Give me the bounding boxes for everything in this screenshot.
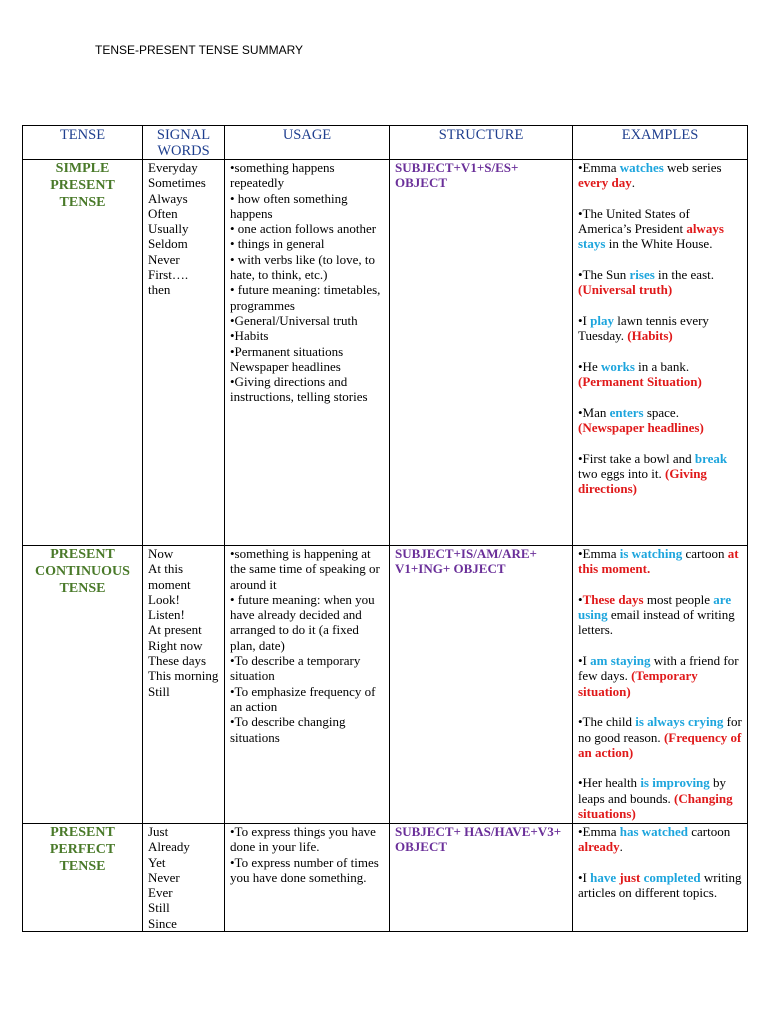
- highlight-verb: enters: [609, 404, 644, 420]
- usage-item: • future meaning: when you have already decided and arranged to do it (a fixed plan, date): [230, 591, 375, 653]
- highlight-signal: (Frequency of an action): [578, 729, 742, 760]
- signal-word: At present: [148, 622, 202, 638]
- signal-word: Now: [148, 546, 174, 561]
- example-sentence: [578, 451, 742, 497]
- highlight-verb: are using: [578, 591, 732, 623]
- signal-word: Still: [148, 900, 170, 916]
- highlight-signal: (Changing situations): [578, 790, 733, 822]
- usage-cell: [225, 824, 390, 932]
- example-text: •I: [578, 653, 591, 669]
- example-text: •Her health: [578, 775, 641, 791]
- example-text: •The United States of America’s President: [578, 205, 690, 237]
- signal-word: Never: [148, 251, 180, 267]
- highlight-signal: (Universal truth): [578, 282, 673, 298]
- example-text: email instead of writing letters.: [578, 607, 735, 638]
- usage-item: • things in general: [230, 236, 325, 252]
- highlight-verb: completed: [643, 869, 701, 885]
- tense-name: SIMPLE PRESENT TENSE: [23, 160, 143, 546]
- document-title: TENSE-PRESENT TENSE SUMMARY: [95, 43, 304, 57]
- structure-formula: SUBJECT+IS/AM/ARE+ V1+ING+ OBJECT: [390, 546, 573, 824]
- signal-words-cell: [143, 824, 225, 932]
- signal-words-cell: [143, 160, 225, 546]
- structure-formula: SUBJECT+ HAS/HAVE+V3+ OBJECT: [390, 824, 573, 932]
- highlight-signal: (Habits): [627, 328, 673, 344]
- highlight-verb: break: [694, 450, 728, 466]
- header-usage: USAGE: [225, 126, 390, 160]
- example-sentence: [578, 313, 742, 344]
- tense-summary-table: [22, 125, 748, 932]
- example-text: •Man: [578, 404, 610, 420]
- highlight-signal: These days: [582, 591, 644, 607]
- example-text: space.: [643, 404, 679, 420]
- header-structure: STRUCTURE: [390, 126, 573, 160]
- examples-cell: [573, 160, 748, 546]
- structure-formula: SUBJECT+V1+S/ES+ OBJECT: [390, 160, 573, 546]
- highlight-verb: watches: [619, 160, 664, 175]
- example-text: with a friend for few days.: [578, 653, 739, 684]
- signal-word: Right now: [148, 637, 203, 653]
- example-sentence: [578, 359, 742, 390]
- example-text: most people: [643, 591, 714, 607]
- signal-word: Since: [148, 915, 177, 931]
- signal-word: Listen!: [148, 607, 185, 623]
- example-sentence: [578, 653, 742, 699]
- header-row: [23, 126, 748, 160]
- highlight-signal: just: [619, 869, 641, 885]
- highlight-verb: is improving: [640, 775, 710, 791]
- example-text: •Emma: [578, 160, 620, 175]
- example-text: in the White House.: [605, 236, 713, 252]
- example-text: .: [619, 839, 623, 855]
- example-text: •The child: [578, 714, 636, 730]
- usage-item: • how often something happens: [230, 190, 348, 221]
- example-text: •Emma: [578, 546, 620, 561]
- tense-name: PRESENT CONTINUOUS TENSE: [23, 546, 143, 824]
- signal-word: This morning: [148, 668, 219, 684]
- examples-cell: [573, 824, 748, 932]
- usage-item: • with verbs like (to love, to hate, to think, etc.): [230, 251, 375, 283]
- example-sentence: [578, 714, 742, 760]
- example-sentence: [578, 160, 742, 191]
- example-sentence: [578, 206, 742, 252]
- usage-item: • one action follows another: [230, 221, 377, 237]
- example-sentence: [578, 775, 742, 821]
- usage-item: • future meaning: timetables, programmes: [230, 282, 381, 313]
- usage-item: •something is happening at the same time of speaking or around it: [230, 546, 380, 592]
- table-row: [23, 824, 748, 932]
- usage-cell: [225, 160, 390, 546]
- header-tense: TENSE: [23, 126, 143, 160]
- example-text: •I: [578, 869, 591, 885]
- usage-item: •To express number of times you have done something.: [230, 854, 379, 885]
- usage-item: •Permanent situations: [230, 343, 344, 359]
- example-text: •I: [578, 312, 591, 328]
- highlight-verb: play: [590, 312, 614, 328]
- highlight-signal: (Newspaper headlines): [578, 420, 704, 436]
- examples-cell: [573, 546, 748, 824]
- signal-word: Just: [148, 824, 169, 839]
- highlight-verb: stays: [578, 236, 606, 252]
- highlight-verb: am staying: [590, 653, 651, 669]
- signal-word: Still: [148, 683, 170, 699]
- example-sentence: [578, 546, 742, 577]
- signal-word: Yet: [148, 854, 166, 870]
- signal-word: These days: [148, 653, 207, 669]
- signal-word: Always: [148, 190, 188, 206]
- signal-word: At this moment: [148, 561, 191, 592]
- example-text: •The Sun: [578, 267, 630, 283]
- example-sentence: [578, 267, 742, 298]
- usage-item: •General/Universal truth: [230, 312, 358, 328]
- signal-word: Already: [148, 839, 190, 855]
- example-text: writing articles on different topics.: [578, 869, 742, 901]
- signal-word: Sometimes: [148, 175, 206, 191]
- usage-item: •Giving directions and instructions, telling stories: [230, 374, 368, 405]
- example-text: •: [578, 591, 583, 607]
- example-text: in the east.: [654, 267, 714, 283]
- example-text: two eggs into it.: [578, 465, 666, 481]
- highlight-signal: at this moment.: [578, 546, 739, 577]
- highlight-signal: always: [686, 221, 724, 237]
- signal-word: Often: [148, 205, 178, 221]
- highlight-verb: is always crying: [635, 714, 724, 730]
- example-text: •He: [578, 358, 601, 374]
- usage-item: •To emphasize frequency of an action: [230, 683, 376, 714]
- usage-cell: [225, 546, 390, 824]
- example-text: for no good reason.: [578, 714, 742, 745]
- highlight-verb: rises: [629, 267, 655, 283]
- example-text: cartoon: [688, 824, 731, 839]
- signal-word: then: [148, 282, 171, 298]
- signal-word: Never: [148, 869, 180, 885]
- usage-item: •To describe changing situations: [230, 714, 346, 745]
- example-text: in a bank.: [634, 358, 690, 374]
- signal-word: Ever: [148, 885, 173, 901]
- example-text: •Emma: [578, 824, 620, 839]
- usage-item: •To express things you have done in your life.: [230, 824, 376, 855]
- example-text: cartoon: [682, 546, 728, 561]
- tense-name: PRESENT PERFECT TENSE: [23, 824, 143, 932]
- highlight-signal: every day: [578, 175, 632, 191]
- example-text: .: [631, 175, 636, 191]
- signal-words-cell: [143, 546, 225, 824]
- example-text: lawn tennis every Tuesday.: [578, 312, 709, 344]
- signal-word: Seldom: [148, 236, 188, 252]
- usage-item: •To describe a temporary situation: [230, 653, 361, 684]
- example-sentence: [578, 824, 742, 855]
- example-sentence: [578, 592, 742, 638]
- example-text: •First take a bowl and: [578, 450, 695, 466]
- table-row: [23, 546, 748, 824]
- example-text: web series: [663, 160, 722, 175]
- header-signal-words: SIGNAL WORDS: [143, 126, 225, 160]
- highlight-verb: works: [600, 358, 635, 374]
- usage-item: •something happens repeatedly: [230, 160, 335, 191]
- usage-item: •Habits: [230, 328, 269, 344]
- table-row: [23, 160, 748, 546]
- highlight-verb: has watched: [619, 824, 689, 839]
- highlight-verb: is watching: [619, 546, 683, 561]
- example-text: by leaps and bounds.: [578, 775, 727, 806]
- highlight-signal: (Giving directions): [578, 465, 707, 497]
- header-examples: EXAMPLES: [573, 126, 748, 160]
- signal-word: Look!: [148, 591, 180, 607]
- signal-word: First….: [148, 267, 189, 283]
- highlight-verb: have: [590, 869, 617, 885]
- example-sentence: [578, 405, 742, 436]
- signal-word: Everyday: [148, 160, 198, 175]
- highlight-signal: (Permanent Situation): [578, 374, 702, 390]
- usage-item: Newspaper headlines: [230, 358, 341, 374]
- highlight-signal: already: [578, 839, 620, 855]
- example-sentence: [578, 870, 742, 901]
- signal-word: Usually: [148, 221, 189, 237]
- highlight-signal: (Temporary situation): [578, 668, 698, 699]
